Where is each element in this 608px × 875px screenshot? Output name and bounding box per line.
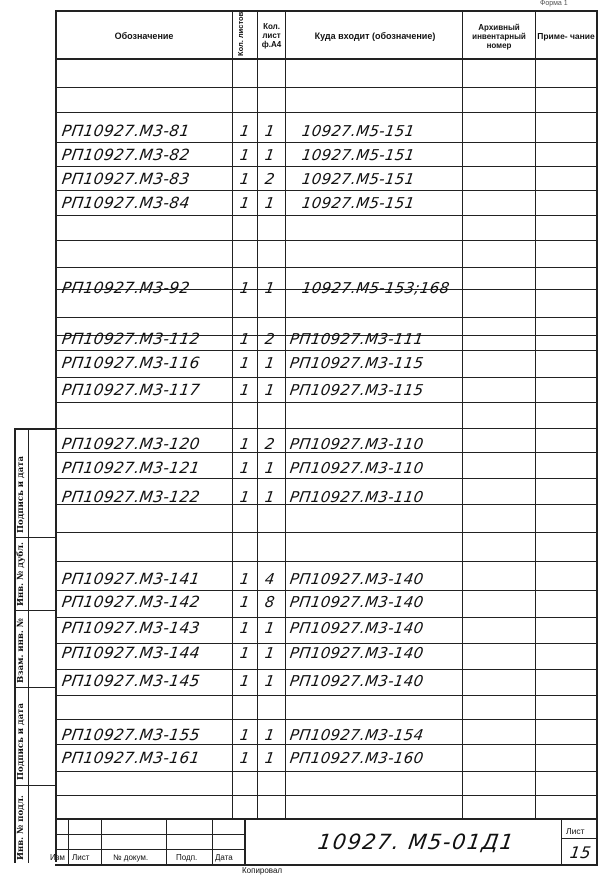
row-line xyxy=(55,428,596,429)
row-line xyxy=(55,744,596,745)
form-label: Форма 1 xyxy=(540,0,568,7)
sheets-cell: 1 xyxy=(238,726,252,744)
where-cell: РП10927.М3-115 xyxy=(288,354,425,372)
tb-sheet-title: Лист xyxy=(566,826,585,836)
row-line xyxy=(55,377,596,378)
titleblock-top xyxy=(55,818,598,820)
a4-cell: 1 xyxy=(263,279,277,297)
a4-cell: 1 xyxy=(263,459,277,477)
a4-cell: 2 xyxy=(263,435,277,453)
where-cell: 10927.М5-151 xyxy=(300,194,416,212)
designation-cell: РП10927.М3-120 xyxy=(60,435,202,453)
header-designation: Обозначение xyxy=(114,30,174,41)
designation-cell: РП10927.М3-117 xyxy=(60,381,202,399)
frame-left xyxy=(55,10,57,862)
a4-cell: 2 xyxy=(263,330,277,348)
side-sep-2 xyxy=(14,610,55,611)
sheets-cell: 1 xyxy=(238,435,252,453)
side-sep-1 xyxy=(14,537,55,538)
where-cell: РП10927.М3-111 xyxy=(288,330,425,348)
designation-cell: РП10927.М3-142 xyxy=(60,593,202,611)
row-line xyxy=(55,112,596,113)
sheets-cell: 1 xyxy=(238,279,252,297)
row-line xyxy=(55,317,596,318)
a4-cell: 4 xyxy=(263,570,277,588)
sheets-cell: 1 xyxy=(238,749,252,767)
side-sign-date-2: Подпись и дата xyxy=(16,702,26,780)
tb-date-label: Дата xyxy=(215,853,233,862)
row-line xyxy=(55,240,596,241)
a4-cell: 1 xyxy=(263,354,277,372)
a4-cell: 1 xyxy=(263,381,277,399)
row-line xyxy=(55,561,596,562)
row-line xyxy=(55,142,596,143)
sheets-cell: 1 xyxy=(238,672,252,690)
header-note: Приме- чание xyxy=(537,30,595,41)
header-where: Куда входит (обозначение) xyxy=(314,30,436,41)
where-cell: 10927.М5-151 xyxy=(300,122,416,140)
sheets-cell: 1 xyxy=(238,146,252,164)
where-cell: РП10927.М3-110 xyxy=(288,459,425,477)
where-cell: 10927.М5-151 xyxy=(300,170,416,188)
designation-cell: РП10927.М3-121 xyxy=(60,459,202,477)
designation-cell: РП10927.М3-141 xyxy=(60,570,202,588)
header-a4: Кол. лист ф.А4 xyxy=(261,21,282,49)
row-line xyxy=(55,669,596,670)
designation-cell: РП10927.М3-82 xyxy=(60,146,191,164)
designation-cell: РП10927.М3-143 xyxy=(60,619,202,637)
row-line xyxy=(55,617,596,618)
row-line xyxy=(55,478,596,479)
side-inv-orig: Инв. № подл. xyxy=(16,795,26,860)
where-cell: 10927.М5-153;168 xyxy=(300,279,451,297)
where-cell: РП10927.М3-140 xyxy=(288,672,425,690)
row-line xyxy=(55,402,596,403)
col-line-3 xyxy=(285,10,286,818)
sheets-cell: 1 xyxy=(238,619,252,637)
row-line xyxy=(55,590,596,591)
col-line-5 xyxy=(535,10,536,818)
where-cell: РП10927.М3-154 xyxy=(288,726,425,744)
tb-signature-label: Подп. xyxy=(176,853,198,862)
row-line xyxy=(55,695,596,696)
tb-docno-label: № докум. xyxy=(113,853,149,862)
tb-col-2 xyxy=(101,818,102,864)
a4-cell: 1 xyxy=(263,146,277,164)
designation-cell: РП10927.М3-84 xyxy=(60,194,191,212)
row-line xyxy=(55,350,596,351)
sheets-cell: 1 xyxy=(238,593,252,611)
a4-cell: 8 xyxy=(263,593,277,611)
where-cell: РП10927.М3-110 xyxy=(288,435,425,453)
header-archive: Архивный инвентарный номер xyxy=(472,22,526,50)
sheets-cell: 1 xyxy=(238,122,252,140)
side-sep-4 xyxy=(14,785,55,786)
tb-sheet-label: Лист xyxy=(72,853,90,862)
col-line-4 xyxy=(462,10,463,818)
document-code: 10927. М5-01Д1 xyxy=(316,830,517,854)
col-line-1 xyxy=(232,10,233,818)
side-strip-top xyxy=(14,428,55,430)
side-strip-mid xyxy=(28,428,29,863)
tb-col-3 xyxy=(166,818,167,864)
side-inv-dubl: Инв. № дубл. xyxy=(16,541,26,606)
sheets-cell: 1 xyxy=(238,570,252,588)
frame-top xyxy=(55,10,598,12)
sheets-cell: 1 xyxy=(238,488,252,506)
tb-change-label: Изм xyxy=(50,853,65,862)
designation-cell: РП10927.М3-112 xyxy=(60,330,202,348)
row-line xyxy=(55,719,596,720)
row-line xyxy=(55,166,596,167)
a4-cell: 1 xyxy=(263,194,277,212)
frame-right xyxy=(596,10,598,866)
sheets-cell: 1 xyxy=(238,170,252,188)
tb-col-1 xyxy=(68,818,69,864)
titleblock-line-2 xyxy=(55,849,245,850)
a4-cell: 2 xyxy=(263,170,277,188)
copied-label: Копировал xyxy=(242,866,283,875)
designation-cell: РП10927.М3-145 xyxy=(60,672,202,690)
side-replaces: Взам. инв. № xyxy=(16,617,26,683)
where-cell: РП10927.М3-115 xyxy=(288,381,425,399)
a4-cell: 1 xyxy=(263,672,277,690)
row-line xyxy=(55,87,596,88)
where-cell: РП10927.М3-140 xyxy=(288,619,425,637)
col-line-2 xyxy=(257,10,258,818)
sheets-cell: 1 xyxy=(238,459,252,477)
designation-cell: РП10927.М3-116 xyxy=(60,354,202,372)
row-line xyxy=(55,267,596,268)
designation-cell: РП10927.М3-92 xyxy=(60,279,191,297)
designation-cell: РП10927.М3-155 xyxy=(60,726,202,744)
a4-cell: 1 xyxy=(263,749,277,767)
row-line xyxy=(55,532,596,533)
sheets-cell: 1 xyxy=(238,381,252,399)
sheets-cell: 1 xyxy=(238,354,252,372)
row-line xyxy=(55,771,596,772)
titleblock-bottom xyxy=(55,864,598,866)
where-cell: 10927.М5-151 xyxy=(300,146,416,164)
designation-cell: РП10927.М3-81 xyxy=(60,122,191,140)
designation-cell: РП10927.М3-122 xyxy=(60,488,202,506)
designation-cell: РП10927.М3-144 xyxy=(60,644,202,662)
sheets-cell: 1 xyxy=(238,330,252,348)
tb-col-4 xyxy=(212,818,213,864)
where-cell: РП10927.М3-140 xyxy=(288,570,425,588)
designation-cell: РП10927.М3-161 xyxy=(60,749,202,767)
row-line xyxy=(55,215,596,216)
a4-cell: 1 xyxy=(263,488,277,506)
header-bottom xyxy=(55,58,598,60)
sheet-number: 15 xyxy=(568,843,593,862)
titleblock-line-1 xyxy=(55,834,245,835)
a4-cell: 1 xyxy=(263,726,277,744)
a4-cell: 1 xyxy=(263,644,277,662)
side-sign-date-1: Подпись и дата xyxy=(16,455,26,533)
sheets-cell: 1 xyxy=(238,194,252,212)
designation-cell: РП10927.М3-83 xyxy=(60,170,191,188)
tb-col-6 xyxy=(561,818,562,864)
where-cell: РП10927.М3-140 xyxy=(288,644,425,662)
where-cell: РП10927.М3-160 xyxy=(288,749,425,767)
where-cell: РП10927.М3-110 xyxy=(288,488,425,506)
header-sheets: Кол. листов xyxy=(236,11,245,56)
row-line xyxy=(55,795,596,796)
sheets-cell: 1 xyxy=(238,644,252,662)
row-line xyxy=(55,190,596,191)
tb-col-5 xyxy=(244,818,246,864)
a4-cell: 1 xyxy=(263,122,277,140)
a4-cell: 1 xyxy=(263,619,277,637)
side-sep-3 xyxy=(14,687,55,688)
where-cell: РП10927.М3-140 xyxy=(288,593,425,611)
tb-sheet-sep xyxy=(561,838,597,839)
